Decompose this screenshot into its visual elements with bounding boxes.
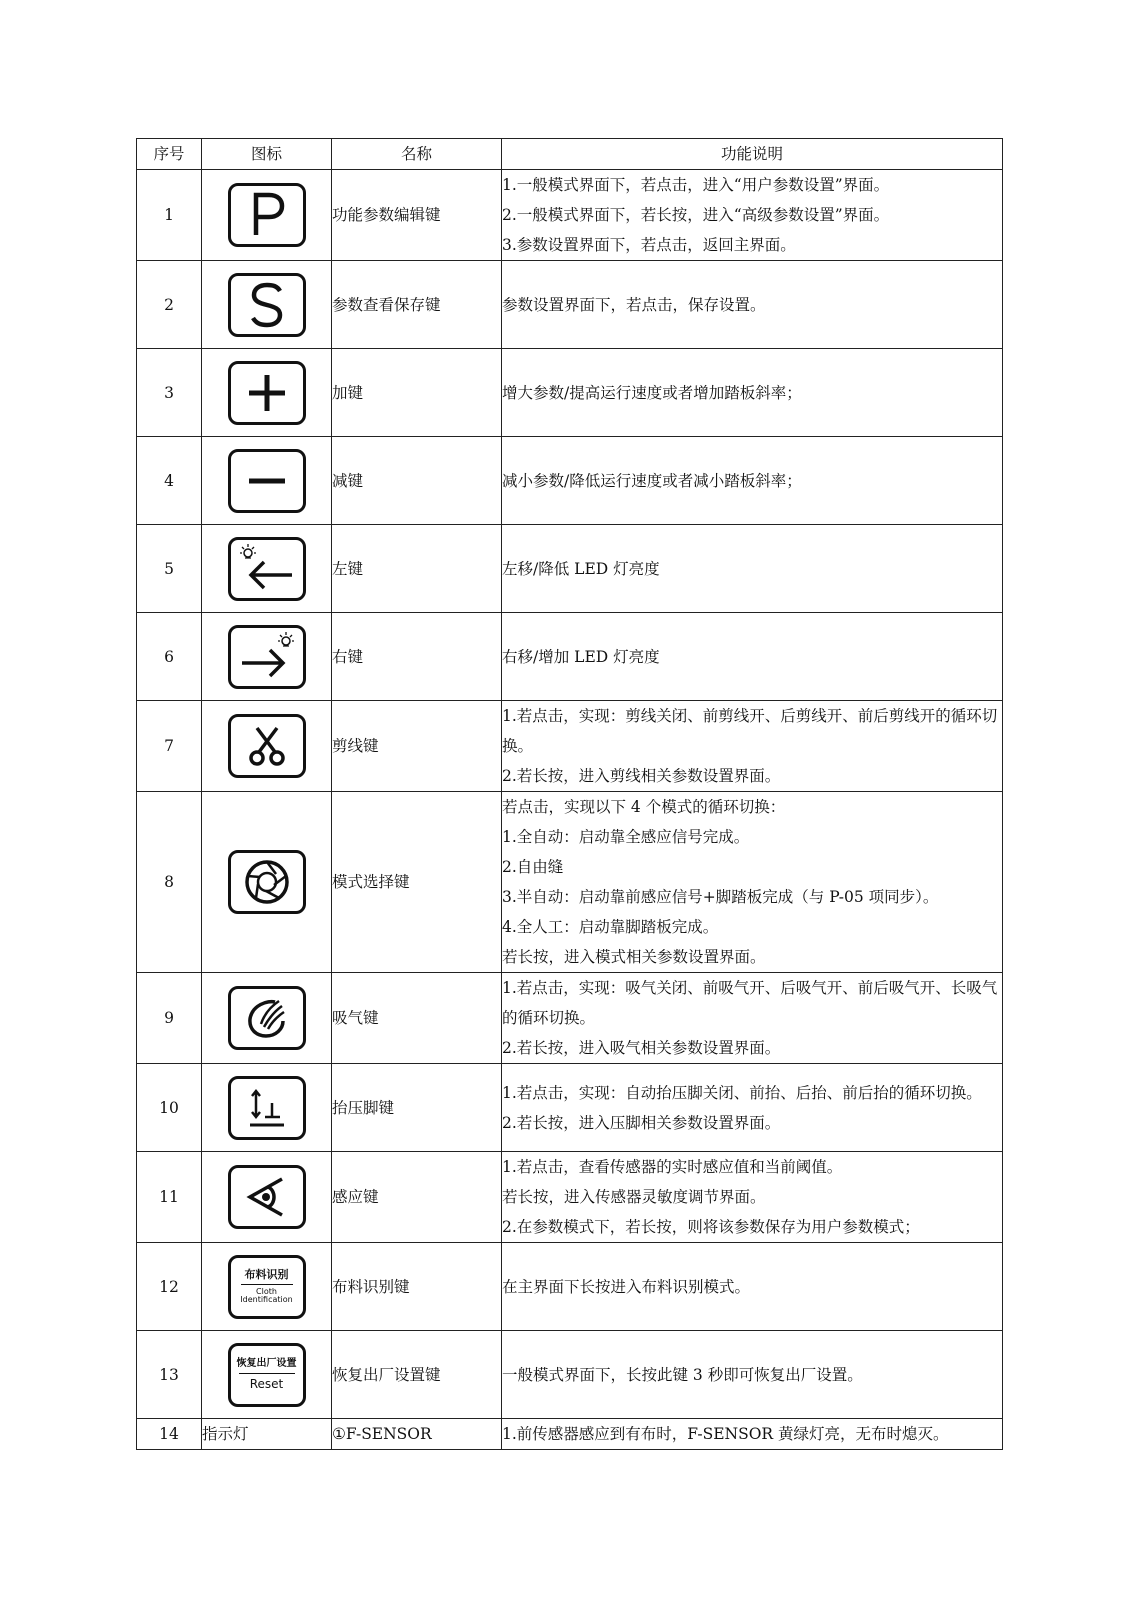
- row-name: 模式选择键: [332, 792, 502, 973]
- description-line: 若长按，进入传感器灵敏度调节界面。: [502, 1188, 766, 1206]
- aperture-icon: [228, 850, 306, 914]
- description-line: 参数设置界面下，若点击，保存设置。: [502, 295, 766, 314]
- minus-icon: [228, 449, 306, 513]
- row-description: [502, 1243, 1003, 1331]
- row-number: 2: [137, 261, 202, 349]
- description-line: 1.若点击，实现：吸气关闭、前吸气开、后吸气开、前后吸气开、长吸气的循环切换。: [502, 979, 998, 1027]
- description-line: 1.若点击，实现：剪线关闭、前剪线开、后剪线开、前后剪线开的循环切换。: [502, 707, 998, 755]
- row-number: 11: [137, 1152, 202, 1243]
- description-line: 增大参数/提高运行速度或者增加踏板斜率；: [502, 383, 802, 402]
- description-line: 1.全自动：启动靠全感应信号完成。: [502, 828, 750, 846]
- row-number: 1: [137, 170, 202, 261]
- row-number: 9: [137, 973, 202, 1064]
- row-name: 左键: [332, 525, 502, 613]
- description-line: 1.前传感器感应到有布时，F-SENSOR 黄绿灯亮，无布时熄灭。: [502, 1425, 949, 1443]
- row-number: 13: [137, 1331, 202, 1419]
- description-line: 2.若长按，进入压脚相关参数设置界面。: [502, 1113, 781, 1132]
- reset-icon: 恢复出厂设置 Reset: [228, 1343, 306, 1407]
- air-suction-icon: [228, 986, 306, 1050]
- row-description: [502, 1064, 1003, 1152]
- row-name: 减键: [332, 437, 502, 525]
- table-row: [137, 1152, 1003, 1243]
- description-line: 2.若长按，进入吸气相关参数设置界面。: [502, 1039, 781, 1057]
- right-arrow-light-icon: [228, 625, 306, 689]
- description-line: 若长按，进入模式相关参数设置界面。: [502, 948, 766, 966]
- row-description: [502, 973, 1003, 1064]
- row-description: [502, 170, 1003, 261]
- table-row: [137, 973, 1003, 1064]
- description-line: 3.半自动：启动靠前感应信号+脚踏板完成（与 P-05 项同步）。: [502, 888, 939, 906]
- header-icon: 图标: [202, 139, 332, 170]
- description-line: 在主界面下长按进入布料识别模式。: [502, 1277, 751, 1296]
- row-description: [502, 1419, 1003, 1450]
- row-description: [502, 613, 1003, 701]
- row-number: 10: [137, 1064, 202, 1152]
- row-name: 剪线键: [332, 701, 502, 792]
- row-description: [502, 437, 1003, 525]
- row-description: [502, 349, 1003, 437]
- header-number: 序号: [137, 139, 202, 170]
- indicator-label: 指示灯: [202, 1419, 332, 1450]
- description-line: 2.若长按，进入剪线相关参数设置界面。: [502, 767, 781, 785]
- table-row: [137, 1243, 1003, 1331]
- description-line: 右移/增加 LED 灯亮度: [502, 647, 660, 666]
- row-name: 抬压脚键: [332, 1064, 502, 1152]
- table-row: [137, 1064, 1003, 1152]
- cloth-identification-icon: 布料识别 Cloth Identification: [228, 1255, 306, 1319]
- left-arrow-light-icon: [228, 537, 306, 601]
- row-name: 功能参数编辑键: [332, 170, 502, 261]
- row-name: 吸气键: [332, 973, 502, 1064]
- description-line: 1.若点击，查看传感器的实时感应值和当前阈值。: [502, 1158, 843, 1176]
- table-row: [137, 349, 1003, 437]
- table-row: [137, 1419, 1003, 1450]
- row-description: [502, 525, 1003, 613]
- table-row: [137, 525, 1003, 613]
- table-row: [137, 170, 1003, 261]
- row-number: 5: [137, 525, 202, 613]
- header-name: 名称: [332, 139, 502, 170]
- description-line: 3.参数设置界面下，若点击，返回主界面。: [502, 236, 796, 254]
- p-letter-icon: [228, 183, 306, 247]
- table-header-row: [137, 139, 1003, 170]
- description-line: 一般模式界面下，长按此键 3 秒即可恢复出厂设置。: [502, 1365, 863, 1384]
- description-line: 1.一般模式界面下，若点击，进入“用户参数设置”界面。: [502, 176, 890, 194]
- row-description: [502, 1152, 1003, 1243]
- row-name: 加键: [332, 349, 502, 437]
- scissors-icon: [228, 714, 306, 778]
- eye-sensor-icon: [228, 1165, 306, 1229]
- table-row: [137, 613, 1003, 701]
- row-number: 12: [137, 1243, 202, 1331]
- row-name: 感应键: [332, 1152, 502, 1243]
- row-number: 6: [137, 613, 202, 701]
- table-row: [137, 1331, 1003, 1419]
- row-number: 7: [137, 701, 202, 792]
- row-description: [502, 792, 1003, 973]
- header-description: 功能说明: [502, 139, 1003, 170]
- row-description: [502, 261, 1003, 349]
- row-name: ①F-SENSOR: [332, 1419, 502, 1450]
- description-line: 4.全人工：启动靠脚踏板完成。: [502, 918, 719, 936]
- key-function-table: [136, 138, 1003, 1450]
- row-name: 恢复出厂设置键: [332, 1331, 502, 1419]
- row-number: 14: [137, 1419, 202, 1450]
- description-line: 2.自由缝: [502, 858, 564, 876]
- row-number: 4: [137, 437, 202, 525]
- description-line: 1.若点击，实现：自动抬压脚关闭、前抬、后抬、前后抬的循环切换。: [502, 1083, 982, 1102]
- table-row: [137, 701, 1003, 792]
- description-line: 减小参数/降低运行速度或者减小踏板斜率；: [502, 471, 802, 490]
- row-description: [502, 701, 1003, 792]
- row-number: 8: [137, 792, 202, 973]
- row-description: [502, 1331, 1003, 1419]
- plus-icon: [228, 361, 306, 425]
- row-name: 布料识别键: [332, 1243, 502, 1331]
- table-row: [137, 792, 1003, 973]
- description-line: 2.在参数模式下，若长按，则将该参数保存为用户参数模式；: [502, 1218, 920, 1236]
- row-name: 右键: [332, 613, 502, 701]
- table-row: [137, 437, 1003, 525]
- description-line: 若点击，实现以下 4 个模式的循环切换：: [502, 798, 786, 816]
- row-name: 参数查看保存键: [332, 261, 502, 349]
- presser-foot-icon: [228, 1076, 306, 1140]
- s-letter-icon: [228, 273, 306, 337]
- description-line: 2.一般模式界面下，若长按，进入“高级参数设置”界面。: [502, 206, 890, 224]
- table-row: [137, 261, 1003, 349]
- row-number: 3: [137, 349, 202, 437]
- description-line: 左移/降低 LED 灯亮度: [502, 559, 660, 578]
